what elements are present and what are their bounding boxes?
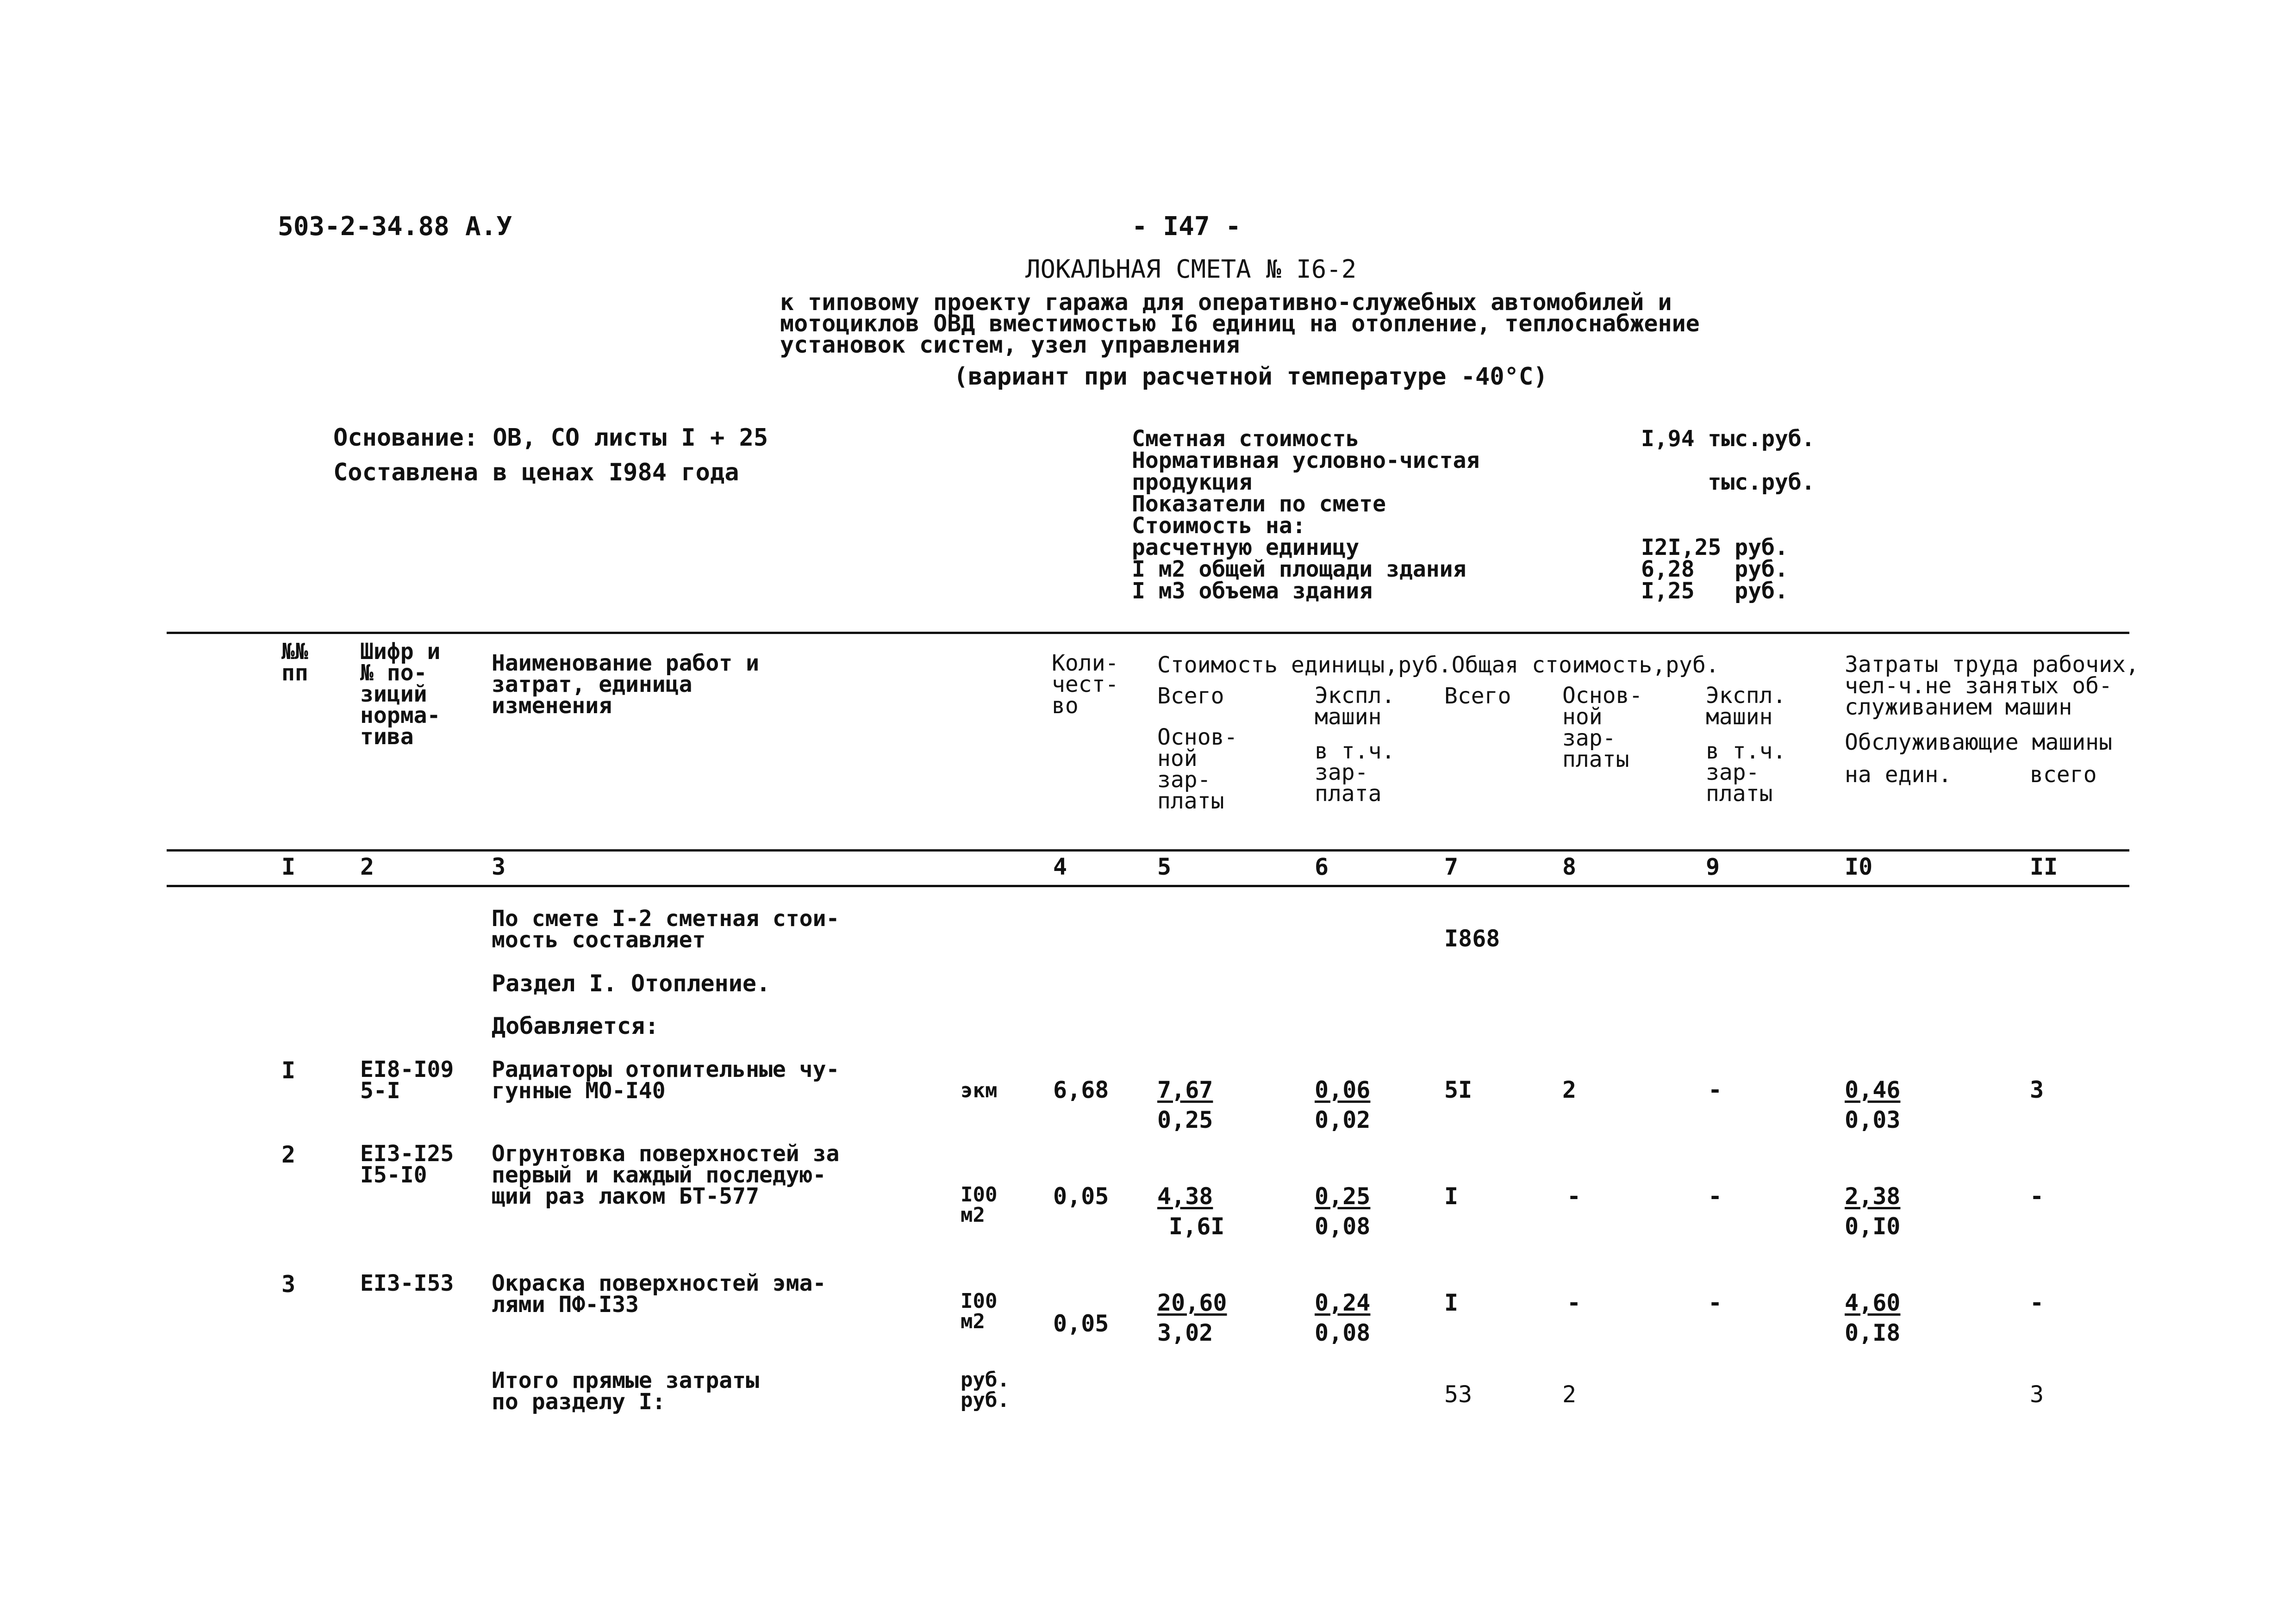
row-unit-cost-wage: 0,25 xyxy=(1157,1107,1213,1133)
total-row-cost: 53 xyxy=(1444,1381,1472,1408)
colnum-5: 5 xyxy=(1157,853,1172,880)
header-col-quantity: Коли- чест- во xyxy=(1052,650,1119,719)
column-numbers-bottom-rule xyxy=(167,885,2129,887)
row-unit: экм xyxy=(961,1079,998,1102)
basis-line: Основание: ОВ, СО листы I + 25 xyxy=(333,424,768,452)
price-year-line: Составлена в ценах I984 года xyxy=(333,459,739,486)
header-col11-total: всего xyxy=(2030,762,2097,788)
row-total-cost: I xyxy=(1444,1289,1459,1316)
total-row-unit: руб. руб. xyxy=(961,1368,1010,1412)
colnum-9: 9 xyxy=(1706,853,1720,880)
header-col-code: Шифр и № по- зиций норма- тива xyxy=(360,639,441,750)
row-labor-machine-per-unit: 0,I0 xyxy=(1845,1213,1901,1240)
intro-text: По смете I-2 сметная стои- мость составляет xyxy=(492,906,840,953)
row-name: Радиаторы отопительные чу- гунные МО-I40 xyxy=(492,1057,840,1104)
header-col9-wage: в т.ч. зар- платы xyxy=(1706,738,1786,807)
colnum-2: 2 xyxy=(360,853,374,880)
row-total-wage: - xyxy=(1567,1289,1581,1316)
row-unit-cost-wage: 3,02 xyxy=(1157,1319,1213,1346)
intro-total: I868 xyxy=(1444,925,1500,952)
row-total-machines: - xyxy=(1708,1289,1722,1316)
header-col-name: Наименование работ и затрат, единица изменения xyxy=(492,650,759,719)
row-total-cost: I xyxy=(1444,1183,1459,1210)
row-labor-total: - xyxy=(2030,1289,2044,1316)
total-row-labor: 3 xyxy=(2030,1381,2044,1408)
row-unit-machines-wage: 0,08 xyxy=(1315,1213,1371,1240)
row-unit-machines-wage: 0,08 xyxy=(1315,1319,1371,1346)
row-code: EI3-I53 xyxy=(360,1270,454,1296)
row-unit-machines-wage: 0,02 xyxy=(1315,1107,1371,1133)
row-unit-cost-wage: I,6I xyxy=(1169,1213,1225,1240)
temperature-variant: (вариант при расчетной температуре -40°С) xyxy=(954,363,1548,391)
row-total-cost: 5I xyxy=(1444,1076,1472,1103)
table-top-rule xyxy=(167,632,2129,634)
row-unit-machines: 0,24 xyxy=(1315,1289,1371,1316)
row-name: Окраска поверхностей эма- лями ПФ-I33 xyxy=(492,1270,826,1318)
row-labor-per-unit: 0,46 xyxy=(1845,1076,1901,1103)
header-col8-wage: Основ- ной зар- платы xyxy=(1562,683,1643,772)
row-unit-machines: 0,06 xyxy=(1315,1076,1371,1103)
header-labor-costs: Затраты труда рабочих, чел-ч.не занятых об- служиванием машин xyxy=(1845,652,2139,720)
header-col5-wage: Основ- ной зар- платы xyxy=(1157,724,1238,814)
section-title: Раздел I. Отопление. xyxy=(492,970,771,997)
row-code: EI8-I09 5-I xyxy=(360,1057,454,1104)
colnum-8: 8 xyxy=(1562,853,1577,880)
row-labor-machine-per-unit: 0,I8 xyxy=(1845,1319,1901,1346)
colnum-11: II xyxy=(2030,853,2058,880)
document-code: 503-2-34.88 xyxy=(278,211,449,242)
row-unit-machines: 0,25 xyxy=(1315,1183,1371,1210)
colnum-1: I xyxy=(281,853,296,880)
row-labor-total: 3 xyxy=(2030,1076,2044,1103)
row-number: 3 xyxy=(281,1271,296,1298)
total-row-name: Итого прямые затраты по разделу I: xyxy=(492,1368,759,1415)
row-name: Огрунтовка поверхностей за первый и каждый последую- щий раз лаком БТ-577 xyxy=(492,1141,840,1209)
row-total-wage: 2 xyxy=(1562,1076,1577,1103)
row-labor-machine-per-unit: 0,03 xyxy=(1845,1107,1901,1133)
row-quantity: 0,05 xyxy=(1053,1310,1109,1337)
row-unit-cost-total: 20,60 xyxy=(1157,1289,1227,1316)
header-col6-machines: Экспл. машин xyxy=(1315,683,1395,730)
row-unit-cost-total: 7,67 xyxy=(1157,1076,1213,1103)
row-labor-per-unit: 4,60 xyxy=(1845,1289,1901,1316)
summary-values: I,94 тыс.руб. тыс.руб. I2I,25 руб. 6,28 руб. I,25 руб. xyxy=(1641,426,1815,604)
header-machine-service: Обслуживающие машины xyxy=(1845,729,2112,755)
row-unit: I00 м2 xyxy=(961,1183,998,1227)
total-row-wage: 2 xyxy=(1562,1381,1577,1408)
header-col6-wage: в т.ч. зар- плата xyxy=(1315,738,1395,807)
header-col-number: №№ пп xyxy=(281,639,308,686)
row-number: I xyxy=(281,1057,296,1084)
document-title: ЛОКАЛЬНАЯ СМЕТА № I6-2 xyxy=(1025,255,1357,284)
page-number: - I47 - xyxy=(1132,211,1242,242)
colnum-4: 4 xyxy=(1053,853,1067,880)
colnum-3: 3 xyxy=(492,853,506,880)
album-code: А.У xyxy=(465,211,512,242)
row-code: EI3-I25 I5-I0 xyxy=(360,1141,454,1188)
colnum-6: 6 xyxy=(1315,853,1329,880)
row-total-wage: - xyxy=(1567,1183,1581,1210)
row-number: 2 xyxy=(281,1141,296,1168)
added-label: Добавляется: xyxy=(492,1013,659,1039)
header-col5-total: Всего xyxy=(1157,683,1224,709)
row-unit: I00 м2 xyxy=(961,1289,998,1333)
row-quantity: 6,68 xyxy=(1053,1076,1109,1103)
row-total-machines: - xyxy=(1708,1183,1722,1210)
row-labor-total: - xyxy=(2030,1183,2044,1210)
summary-labels: Сметная стоимость Нормативная условно-чистая продукция Показатели по смете Стоимость на: расчетную единицу I м2 общей площади здания I м3 объема здания xyxy=(1132,426,1480,604)
document-subtitle: к типовому проекту гаража для оперативно-служебных автомобилей и мотоциклов ОВД вместимостью I6 единиц на отопление, теплоснабжение установок систем, узел управления xyxy=(780,289,1700,358)
row-quantity: 0,05 xyxy=(1053,1183,1109,1210)
column-numbers-top-rule xyxy=(167,849,2129,852)
header-col9-machines: Экспл. машин xyxy=(1706,683,1786,730)
row-unit-cost-total: 4,38 xyxy=(1157,1183,1213,1210)
header-col7-total: Всего xyxy=(1444,683,1511,709)
header-cost-group: Стоимость единицы,руб.Общая стоимость,руб. xyxy=(1157,652,1719,678)
colnum-7: 7 xyxy=(1444,853,1459,880)
row-total-machines: - xyxy=(1708,1076,1722,1103)
row-labor-per-unit: 2,38 xyxy=(1845,1183,1901,1210)
colnum-10: I0 xyxy=(1845,853,1873,880)
header-col10-per-unit: на един. xyxy=(1845,762,1952,788)
